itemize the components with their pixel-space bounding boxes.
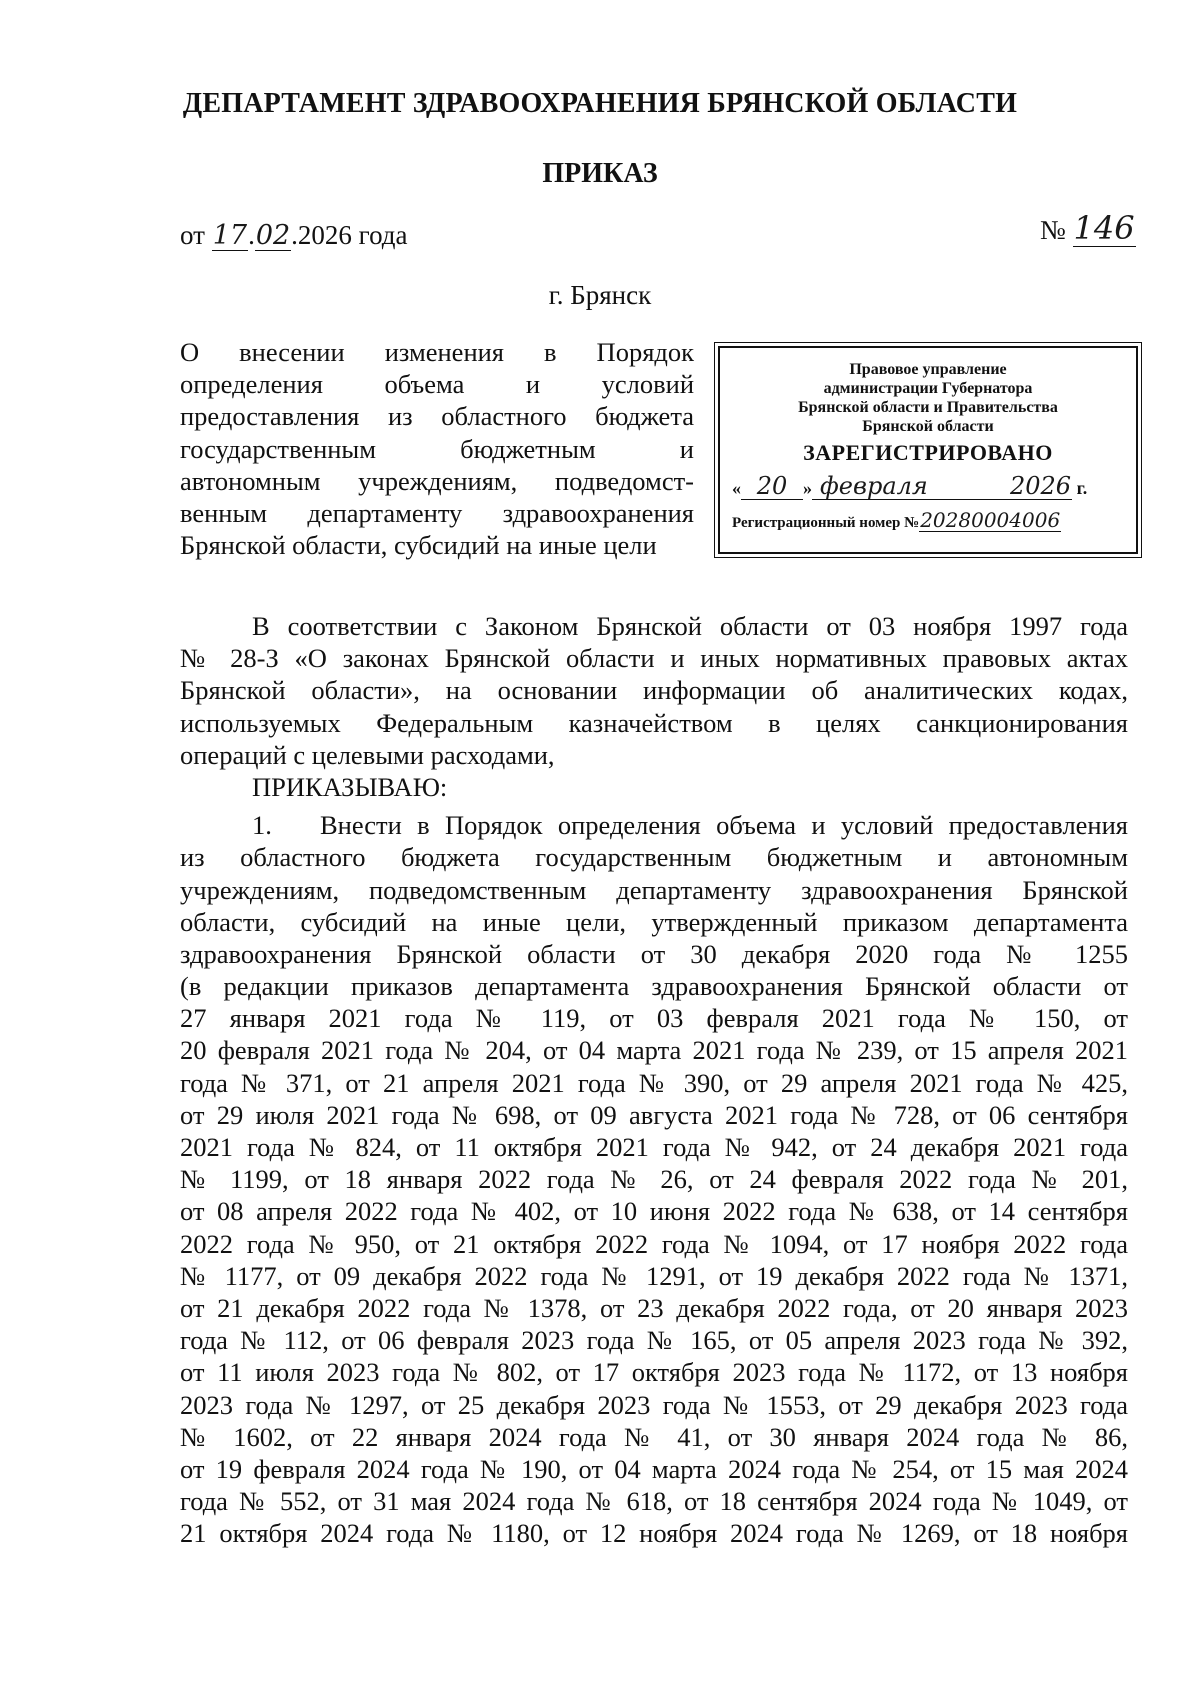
order-body [180, 610, 1128, 1549]
item-line: 27 января 2021 года № 119, от 03 февраля 2021 года № 150, от [180, 1003, 1128, 1034]
item-line: от 29 июля 2021 года № 698, от 09 августа 2021 года № 728, от 06 сентября [180, 1099, 1128, 1130]
item-line: № 1199, от 18 января 2022 года № 26, от 24 февраля 2022 года № 201, [180, 1164, 1128, 1195]
number-label: № [1040, 215, 1073, 245]
item-line: года № 112, от 06 февраля 2023 года № 165, от 05 апреля 2023 года № 392, [180, 1325, 1128, 1356]
subject-line: определения объема и условий [180, 369, 694, 400]
preamble-line: Брянской области», на основании информации об аналитических кодах, [180, 675, 1128, 706]
item-line: года № 552, от 31 мая 2024 года № 618, от 18 сентября 2024 года № 1049, от [180, 1486, 1128, 1517]
stamp-line: администрации Губернатора [823, 380, 1033, 397]
item-line: учреждениям, подведомственным департаменту здравоохранения Брянской [180, 874, 1128, 905]
item-line: года № 371, от 21 апреля 2021 года № 390, от 29 апреля 2021 года № 425, [180, 1067, 1128, 1098]
item-line: 2023 года № 1297, от 25 декабря 2023 года № 1553, от 29 декабря 2023 года [180, 1389, 1128, 1420]
stamp-registered: ЗАРЕГИСТРИРОВАНО [803, 440, 1053, 465]
handwritten-order-number: 146 [1073, 209, 1135, 247]
preamble-line: операций с целевыми расходами, [180, 739, 555, 770]
stamp-registration [720, 510, 1136, 532]
stamp-date-open: « [732, 478, 741, 498]
subject-line: О внесении изменения в Порядок [180, 337, 694, 367]
stamp-date-mid: » [803, 478, 812, 498]
stamp-line: Правовое управление [849, 361, 1007, 378]
item-line: 21 октября 2024 года № 1180, от 12 ноября 2024 года № 1269, от 18 ноября [180, 1518, 1128, 1549]
item-line: 2022 года № 950, от 21 октября 2022 года № 1094, от 17 ноября 2022 года [180, 1228, 1128, 1259]
document-type-title: ПРИКАЗ [542, 158, 658, 189]
date-prefix: от [180, 220, 212, 250]
item-line: области, субсидий на иные цели, утвержденный приказом департамента [180, 906, 1128, 937]
handwritten-reg-number: 20280004006 [920, 508, 1061, 533]
date-dot: . [248, 220, 255, 250]
order-date [180, 220, 408, 251]
item-line: от 08 апреля 2022 года № 402, от 10 июня 2022 года № 638, от 14 сентября [180, 1196, 1128, 1227]
item-line: (в редакции приказов департамента здравоохранения Брянской области от [180, 971, 1128, 1002]
department-title: ДЕПАРТАМЕНТ ЗДРАВООХРАНЕНИЯ БРЯНСКОЙ ОБЛАСТИ [182, 88, 1018, 119]
order-word: ПРИКАЗЫВАЮ: [252, 771, 448, 802]
preamble-line: В соответствии с Законом Брянской области от 03 ноября 1997 года [252, 611, 1128, 641]
item-number: 1. [252, 810, 272, 841]
stamp-reg-label: Регистрационный номер № [732, 515, 920, 532]
order-number [1040, 209, 1136, 247]
item-line: 20 февраля 2021 года № 204, от 04 марта 2021 года № 239, от 15 апреля 2021 [180, 1035, 1128, 1066]
subject-line: Брянской области, субсидий на иные цели [180, 530, 657, 561]
preamble-line: используемых Федеральным казначейством в целях санкционирования [180, 707, 1128, 738]
item-line: № 1602, от 22 января 2024 года № 41, от 30 января 2024 года № 86, [180, 1421, 1128, 1452]
item-line: из областного бюджета государственным бюджетным и автономным [180, 842, 1128, 873]
stamp-date [720, 474, 1136, 500]
item-line: № 1177, от 09 декабря 2022 года № 1291, от 19 декабря 2022 года № 1371, [180, 1260, 1128, 1291]
item-line: здравоохранения Брянской области от 30 декабря 2020 года № 1255 [180, 938, 1128, 969]
handwritten-date-day: 17 [212, 220, 248, 251]
item-line: от 21 декабря 2022 года № 1378, от 23 декабря 2022 года, от 20 января 2023 [180, 1292, 1128, 1323]
item-line: от 19 февраля 2024 года № 190, от 04 марта 2024 года № 254, от 15 мая 2024 [180, 1453, 1128, 1484]
registration-stamp [718, 346, 1138, 554]
item-line: от 11 июля 2023 года № 802, от 17 октября 2023 года № 1172, от 13 ноября [180, 1357, 1128, 1388]
stamp-line: Брянской области [862, 418, 994, 435]
handwritten-stamp-month: февраля [812, 474, 1009, 500]
subject-line: предоставления из областного бюджета [180, 401, 694, 432]
handwritten-stamp-day: 20 [741, 474, 803, 500]
subject-line: автономным учреждениям, подведомст- [180, 465, 694, 496]
item-first-text: Внести в Порядок определения объема и условий предоставления [320, 810, 1128, 841]
order-subject [180, 336, 694, 561]
handwritten-date-month: 02 [255, 220, 291, 251]
stamp-date-end: г. [1072, 478, 1088, 498]
subject-line: государственным бюджетным и [180, 433, 694, 464]
stamp-line: Брянской области и Правительства [798, 399, 1058, 416]
item-line: 2021 года № 824, от 11 октября 2021 года № 942, от 24 декабря 2021 года [180, 1132, 1128, 1162]
handwritten-stamp-year: 2026 [1010, 472, 1072, 500]
subject-line: венным департаменту здравоохранения [180, 497, 694, 528]
date-suffix: .2026 года [291, 220, 408, 250]
item-first-line [180, 809, 1128, 841]
city: г. Брянск [548, 280, 652, 310]
preamble-line: № 28-З «О законах Брянской области и иных нормативных правовых актах [180, 643, 1128, 674]
